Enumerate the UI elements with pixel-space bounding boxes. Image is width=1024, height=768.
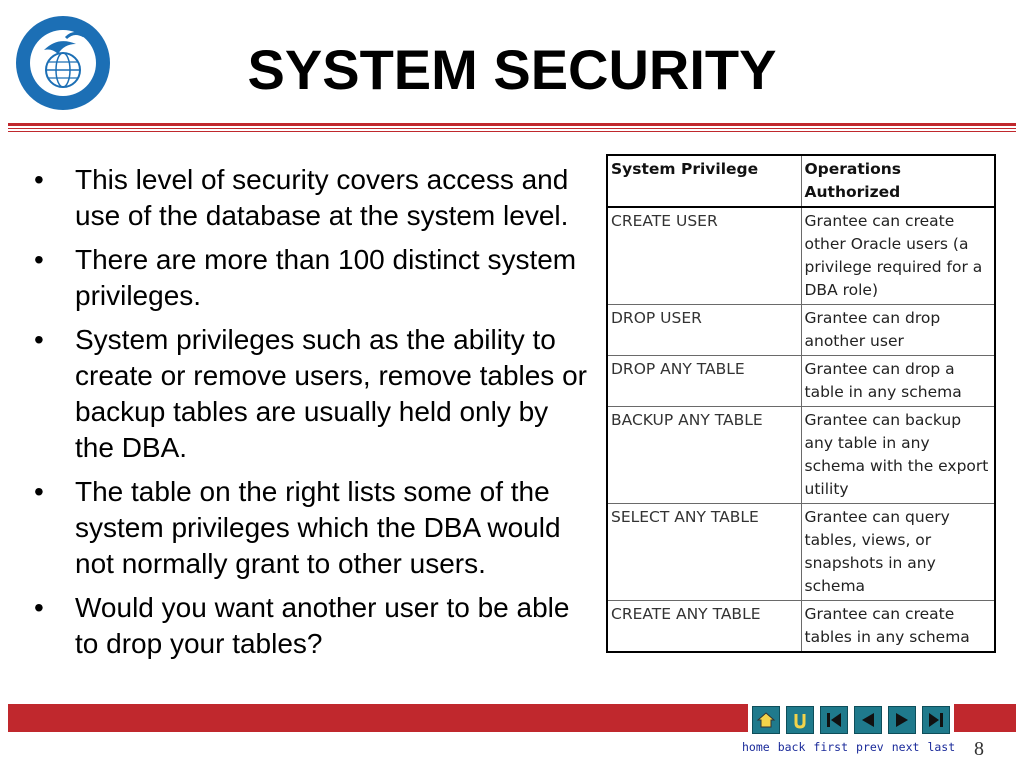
last-icon[interactable]: [922, 706, 950, 734]
home-icon[interactable]: [752, 706, 780, 734]
table-row: [607, 601, 995, 653]
title-divider-thin: [8, 131, 1016, 132]
privilege-cell: CREATE USER: [607, 207, 801, 305]
operation-cell: Grantee can create other Oracle users (a privilege required for a DBA role): [801, 207, 995, 305]
next-icon[interactable]: [888, 706, 916, 734]
nav-label-next[interactable]: next: [891, 740, 920, 754]
privileges-table: [606, 154, 996, 653]
prev-icon[interactable]: [854, 706, 882, 734]
page-title: [0, 36, 1024, 104]
bullet-marker: •: [34, 592, 44, 623]
operation-cell: Grantee can drop a table in any schema: [801, 356, 995, 407]
column-header-operations: Operations Authorized: [801, 155, 995, 207]
bullet-text: Would you want another user to be able to drop your tables?: [75, 592, 570, 659]
bullet-item: [30, 322, 590, 466]
table-row: [607, 305, 995, 356]
bullet-item: [30, 242, 590, 314]
nav-label-back[interactable]: back: [777, 740, 806, 754]
operation-cell: Grantee can create tables in any schema: [801, 601, 995, 653]
nav-label-last[interactable]: last: [927, 740, 956, 754]
first-icon[interactable]: [820, 706, 848, 734]
operation-cell: Grantee can query tables, views, or snapshots in any schema: [801, 504, 995, 601]
privilege-cell: DROP ANY TABLE: [607, 356, 801, 407]
bullet-item: [30, 162, 590, 234]
column-header-privilege: System Privilege: [607, 155, 801, 207]
bullet-item: [30, 590, 590, 662]
privilege-cell: DROP USER: [607, 305, 801, 356]
title-divider-thin: [8, 128, 1016, 129]
table-row: [607, 207, 995, 305]
table-header-row: [607, 155, 995, 207]
privilege-cell: SELECT ANY TABLE: [607, 504, 801, 601]
nav-labels: [742, 740, 955, 754]
title-text: SYSTEM SECURITY: [247, 38, 777, 101]
nav-label-first[interactable]: first: [813, 740, 849, 754]
privilege-cell: CREATE ANY TABLE: [607, 601, 801, 653]
table-row: [607, 356, 995, 407]
bullet-item: [30, 474, 590, 582]
page-number: 8: [974, 738, 984, 760]
bullet-text: The table on the right lists some of the system privileges which the DBA would not normally grant to other users.: [75, 476, 561, 579]
table-row: [607, 407, 995, 504]
bullet-list: [30, 162, 590, 670]
nav-label-prev[interactable]: prev: [856, 740, 884, 754]
back-icon[interactable]: [786, 706, 814, 734]
nav-label-home[interactable]: home: [742, 740, 770, 754]
bullet-marker: •: [34, 164, 44, 195]
title-divider: [8, 123, 1016, 126]
bullet-text: There are more than 100 distinct system privileges.: [75, 244, 577, 311]
operation-cell: Grantee can backup any table in any schema with the export utility: [801, 407, 995, 504]
bullet-text: This level of security covers access and use of the database at the system level.: [75, 164, 569, 231]
bullet-marker: •: [34, 244, 44, 275]
slide-nav: [752, 706, 950, 734]
bullet-marker: •: [34, 476, 44, 507]
operation-cell: Grantee can drop another user: [801, 305, 995, 356]
privilege-cell: BACKUP ANY TABLE: [607, 407, 801, 504]
table-row: [607, 504, 995, 601]
bullet-marker: •: [34, 324, 44, 355]
bullet-text: System privileges such as the ability to create or remove users, remove tables or backup tables are usually held only by the DBA.: [75, 324, 587, 463]
